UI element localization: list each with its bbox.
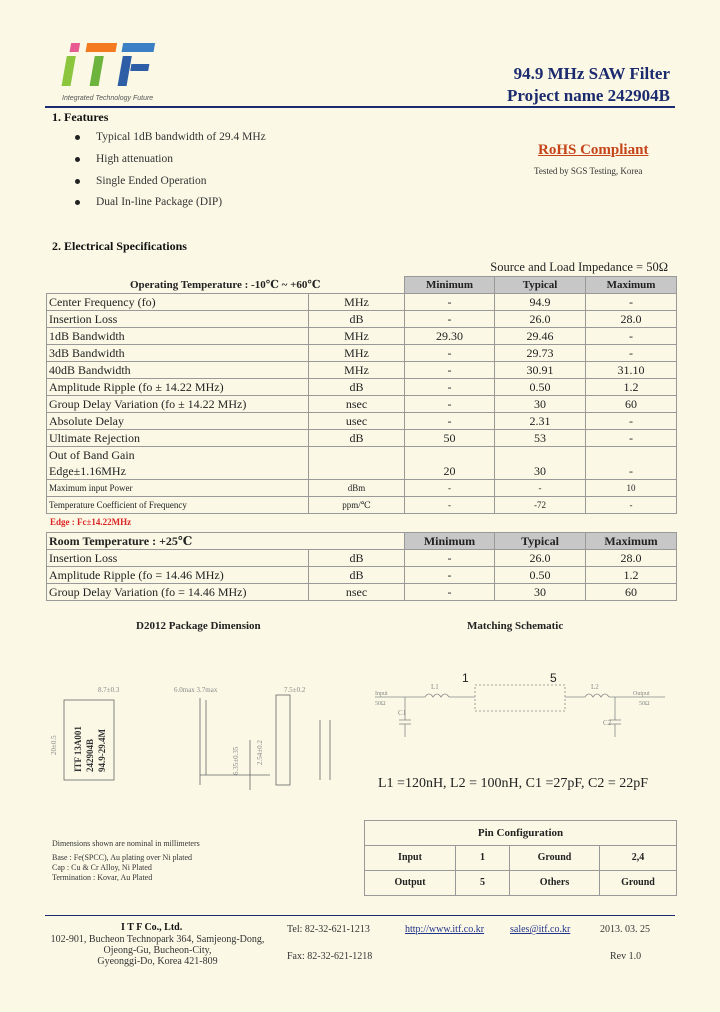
rohs-badge: RoHS Compliant xyxy=(538,142,649,158)
table-header-row xyxy=(47,277,677,294)
col-typ: Typical xyxy=(495,277,586,294)
table-header-row xyxy=(365,821,677,846)
svg-text:L1: L1 xyxy=(431,683,439,691)
tested-note: Tested by SGS Testing, Korea xyxy=(534,166,643,176)
logo-tagline: Integrated Technology Future xyxy=(62,95,154,102)
package-note: Termination : Kovar, Au Plated xyxy=(52,873,153,882)
bullet-icon xyxy=(75,135,80,140)
company-address: 102-901, Bucheon Technopark 364, Samjeong-Dong, Ojeong-Gu, Bucheon-City, Gyeonggi-Do, Korea 421-809 xyxy=(50,934,265,967)
electrical-heading: 2. Electrical Specifications xyxy=(52,239,187,253)
bullet-icon xyxy=(75,200,80,205)
doc-rev: Rev 1.0 xyxy=(610,951,642,962)
package-drawing xyxy=(50,680,360,810)
table-row: Ultimate Rejection dB 50 53 - xyxy=(47,430,677,447)
impedance-note: Source and Load Impedance = 50Ω xyxy=(490,260,668,274)
table-row: Temperature Coefficient of Frequency ppm/℃ - -72 - xyxy=(47,497,677,514)
marking-line: ITF 13A001 xyxy=(73,726,83,772)
tel: Tel: 82-32-621-1213 xyxy=(287,924,370,935)
footer-divider xyxy=(45,915,675,916)
inductor-l1 xyxy=(425,694,449,697)
svg-text:Output: Output xyxy=(633,691,650,697)
pin-config-table xyxy=(364,820,677,896)
svg-text:C1: C1 xyxy=(398,709,407,717)
table-row: Amplitude Ripple (fo ± 14.22 MHz) dB - 0.50 1.2 xyxy=(47,379,677,396)
company-name: I T F Co., Ltd. xyxy=(121,922,183,933)
table-row: Center Frequency (fo) MHz - 94.9 - xyxy=(47,294,677,311)
package-note: Cap : Cu & Cr Alloy, Ni Plated xyxy=(52,863,152,872)
saw-filter-block xyxy=(475,685,565,711)
spec-table xyxy=(46,276,677,514)
schematic-title: Matching Schematic xyxy=(467,620,564,632)
website-link[interactable]: http://www.itf.co.kr xyxy=(405,924,485,935)
package-note: Dimensions shown are nominal in millimeters xyxy=(52,839,200,848)
pin-label: 1 xyxy=(462,671,469,685)
svg-text:C2: C2 xyxy=(603,719,612,727)
svg-text:50Ω: 50Ω xyxy=(375,701,386,707)
room-temp-label: Room Temperature : +25℃ xyxy=(47,533,405,550)
svg-text:L2: L2 xyxy=(591,683,599,691)
fax: Fax: 82-32-621-1218 xyxy=(287,951,373,962)
features-heading: 1. Features xyxy=(52,110,109,124)
product-title: 94.9 MHz SAW Filter xyxy=(513,64,670,83)
bullet-icon xyxy=(75,179,80,184)
table-row: 40dB Bandwidth MHz - 30.91 31.10 xyxy=(47,362,677,379)
inductor-l2 xyxy=(585,694,609,697)
col-max: Maximum xyxy=(586,277,677,294)
table-row: Insertion Loss dB - 26.0 28.0 xyxy=(47,550,677,567)
schematic-drawing xyxy=(365,665,675,750)
pin-config-title: Pin Configuration xyxy=(365,821,677,846)
dim-label: 2.54±0.2 xyxy=(256,740,264,765)
feature-item: Typical 1dB bandwidth of 29.4 MHz xyxy=(75,131,266,143)
edge-note: Edge : Fc±14.22MHz xyxy=(50,517,132,527)
table-row: Insertion Loss dB - 26.0 28.0 xyxy=(47,311,677,328)
dim-label: 7.5±0.2 xyxy=(284,686,306,694)
feature-item: High attenuation xyxy=(75,153,173,165)
table-row: 3dB Bandwidth MHz - 29.73 - xyxy=(47,345,677,362)
op-temp-label: Operating Temperature : -10℃ ~ +60℃ xyxy=(47,277,405,294)
dim-label: 6.0max 3.7max xyxy=(174,686,218,694)
feature-item: Dual In-line Package (DIP) xyxy=(75,196,222,208)
doc-date: 2013. 03. 25 xyxy=(600,924,650,935)
dim-label: 8.7±0.3 xyxy=(98,686,120,694)
table-header-row: Room Temperature : +25℃ Minimum Typical Maximum xyxy=(47,533,677,550)
table-row: Output 5 Others Ground xyxy=(365,871,677,896)
bullet-icon xyxy=(75,157,80,162)
table-row: Maximum input Power dBm - - 10 xyxy=(47,480,677,497)
table-row: 1dB Bandwidth MHz 29.30 29.46 - xyxy=(47,328,677,345)
col-min: Minimum xyxy=(405,277,495,294)
pin-label: 5 xyxy=(550,671,557,685)
dim-label: 20±0.5 xyxy=(50,735,58,755)
marking-line: 242904B xyxy=(85,738,95,772)
table-row: Input 1 Ground 2,4 xyxy=(365,846,677,871)
feature-item: Single Ended Operation xyxy=(75,175,207,187)
room-temp-table xyxy=(46,532,677,601)
table-row: Group Delay Variation (fo ± 14.22 MHz) nsec - 30 60 xyxy=(47,396,677,413)
table-row: Amplitude Ripple (fo = 14.46 MHz) dB - 0.50 1.2 xyxy=(47,567,677,584)
package-title: D2012 Package Dimension xyxy=(136,620,261,632)
header-divider xyxy=(45,106,675,108)
table-row: Out of Band Gain Edge±1.16MHz 20 30 - xyxy=(47,447,677,480)
package-note: Base : Fe(SPCC), Au plating over Ni plated xyxy=(52,853,192,862)
marking-line: 94.9-29.4M xyxy=(97,729,107,772)
table-row: Absolute Delay usec - 2.31 - xyxy=(47,413,677,430)
table-row: Group Delay Variation (fo = 14.46 MHz) nsec - 30 60 xyxy=(47,584,677,601)
component-values: L1 =120nH, L2 = 100nH, C1 =27pF, C2 = 22pF xyxy=(378,776,649,791)
dim-label: 6.35±0.35 xyxy=(232,746,240,775)
project-name: Project name 242904B xyxy=(506,86,670,105)
svg-text:Input: Input xyxy=(375,691,388,697)
svg-text:50Ω: 50Ω xyxy=(639,701,650,707)
email-link[interactable]: sales@itf.co.kr xyxy=(510,924,571,935)
